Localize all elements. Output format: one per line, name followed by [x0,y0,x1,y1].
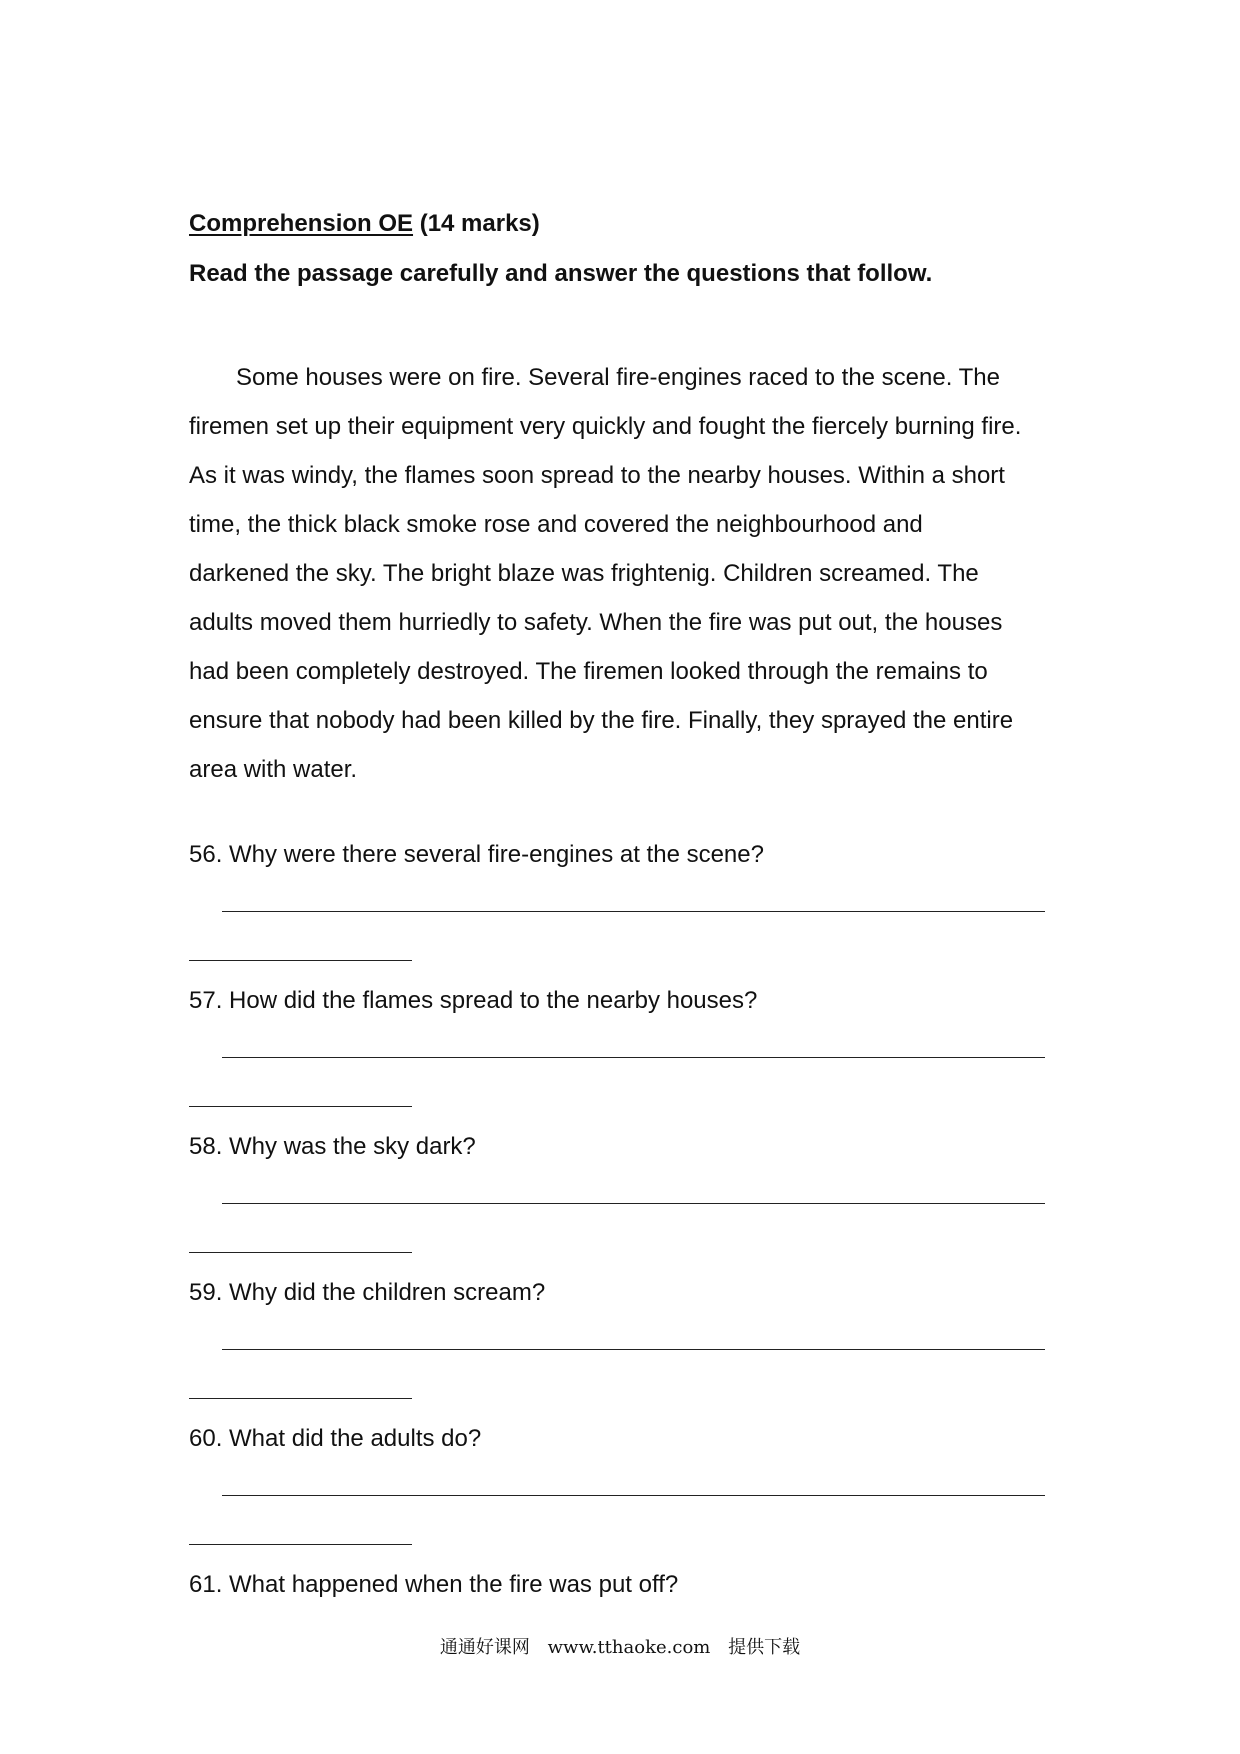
reading-passage [189,353,1069,794]
answer-line-60[interactable] [222,1495,1045,1496]
section-heading [189,208,540,240]
question-60: 60. What did the adults do? [189,1425,482,1452]
answer-line-59[interactable] [222,1349,1045,1350]
section-marks: (14 marks) [419,210,540,237]
answer-line-60-continued[interactable] [189,1544,412,1545]
passage-line: area with water. [189,756,358,783]
passage-line: As it was windy, the flames soon spread to the nearby houses. Within a short [189,462,1005,489]
section-title: Comprehension OE [189,210,414,237]
question-56: 56. Why were there several fire-engines at the scene? [189,841,764,868]
passage-line: had been completely destroyed. The firemen looked through the remains to [189,658,988,685]
question-59: 59. Why did the children scream? [189,1279,546,1306]
passage-line: time, the thick black smoke rose and covered the neighbourhood and [189,511,923,538]
answer-line-57-continued[interactable] [189,1106,412,1107]
question-57: 57. How did the flames spread to the nearby houses? [189,987,758,1014]
answer-line-59-continued[interactable] [189,1398,412,1399]
question-61: 61. What happened when the fire was put off? [189,1571,679,1598]
instruction-text: Read the passage carefully and answer the questions that follow. [189,260,933,287]
page-footer [0,1636,1240,1660]
passage-line: ensure that nobody had been killed by the fire. Finally, they sprayed the entire [189,707,1014,734]
question-58: 58. Why was the sky dark? [189,1133,476,1160]
footer-url[interactable]: www.tthaoke.com [547,1637,711,1658]
footer-note: 提供下载 [728,1637,801,1658]
footer-site-name: 通通好课网 [439,1637,530,1658]
answer-line-57[interactable] [222,1057,1045,1058]
passage-line: firemen set up their equipment very quickly and fought the fiercely burning fire. [189,413,1022,440]
answer-line-58[interactable] [222,1203,1045,1204]
answer-line-56[interactable] [222,911,1045,912]
passage-line: adults moved them hurriedly to safety. When the fire was put out, the houses [189,609,1003,636]
passage-line: darkened the sky. The bright blaze was frightenig. Children screamed. The [189,560,979,587]
passage-line: Some houses were on fire. Several fire-engines raced to the scene. The [236,364,1000,391]
answer-line-58-continued[interactable] [189,1252,412,1253]
answer-line-56-continued[interactable] [189,960,412,961]
